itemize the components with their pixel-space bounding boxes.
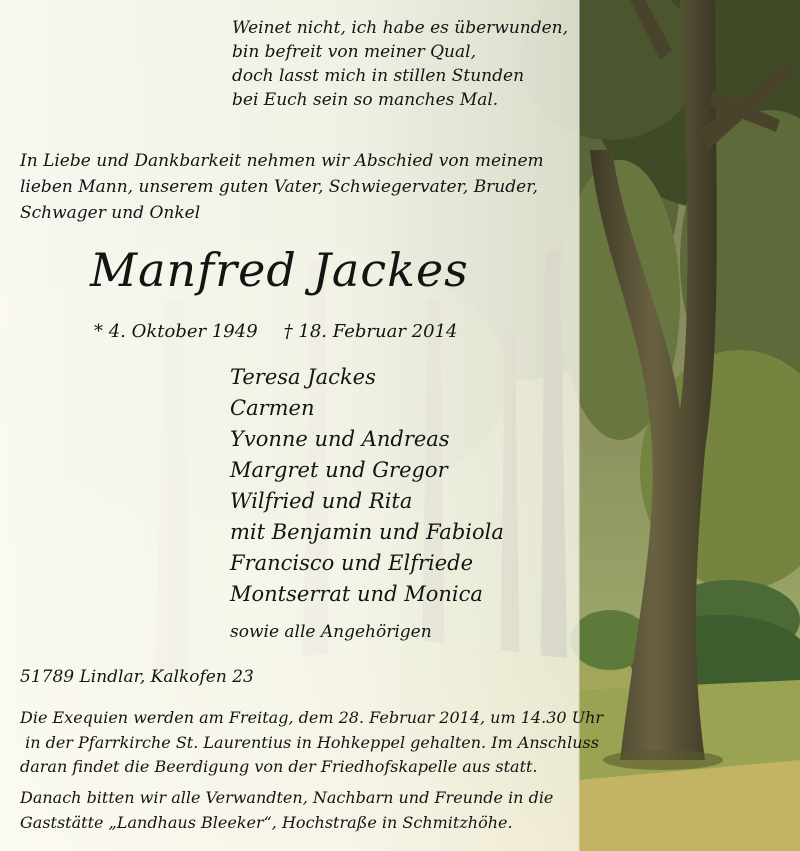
mourner: Wilfried und Rita — [230, 489, 413, 513]
reception-invitation — [20, 786, 553, 835]
birth-date: * 4. Oktober 1949 — [94, 321, 258, 342]
mourner: Carmen — [230, 396, 315, 420]
funeral-details — [20, 706, 603, 780]
invitation-line: Danach bitten wir alle Verwandten, Nachbarn und Freunde in die — [20, 788, 554, 807]
family-address: 51789 Lindlar, Kalkofen 23 — [20, 667, 254, 687]
deceased-name: Manfred Jackes — [90, 243, 469, 297]
mourner: Francisco und Elfriede — [230, 551, 474, 575]
intro-line: lieben Mann, unserem guten Vater, Schwiegervater, Bruder, — [20, 177, 538, 197]
mourners-list — [230, 362, 504, 610]
mourner: Montserrat und Monica — [230, 582, 483, 606]
mourner: Yvonne und Andreas — [230, 427, 450, 451]
life-dates — [94, 318, 483, 346]
mourner: mit Benjamin und Fabiola — [230, 520, 504, 544]
poem-line: doch lasst mich in stillen Stunden — [232, 66, 525, 86]
farewell-intro — [20, 148, 544, 226]
relatives-note: sowie alle Angehörigen — [230, 622, 432, 642]
intro-line: In Liebe und Dankbarkeit nehmen wir Abschied von meinem — [20, 151, 544, 171]
mourner: Margret und Gregor — [230, 458, 448, 482]
poem-line: bin befreit von meiner Qual, — [232, 42, 476, 62]
mourner: Teresa Jackes — [230, 365, 376, 389]
funeral-line: Die Exequien werden am Freitag, dem 28. Februar 2014, um 14.30 Uhr — [20, 708, 604, 727]
poem — [232, 16, 568, 112]
poem-line: bei Euch sein so manches Mal. — [232, 90, 499, 110]
funeral-line: daran findet die Beerdigung von der Friedhofskapelle aus statt. — [20, 757, 538, 776]
poem-line: Weinet nicht, ich habe es überwunden, — [232, 18, 569, 38]
death-date: † 18. Februar 2014 — [283, 321, 458, 342]
funeral-line: in der Pfarrkirche St. Laurentius in Hohkeppel gehalten. Im Anschluss — [20, 732, 599, 752]
intro-line: Schwager und Onkel — [20, 203, 201, 223]
invitation-line: Gaststätte „Landhaus Bleeker“, Hochstraße in Schmitzhöhe. — [20, 812, 513, 832]
